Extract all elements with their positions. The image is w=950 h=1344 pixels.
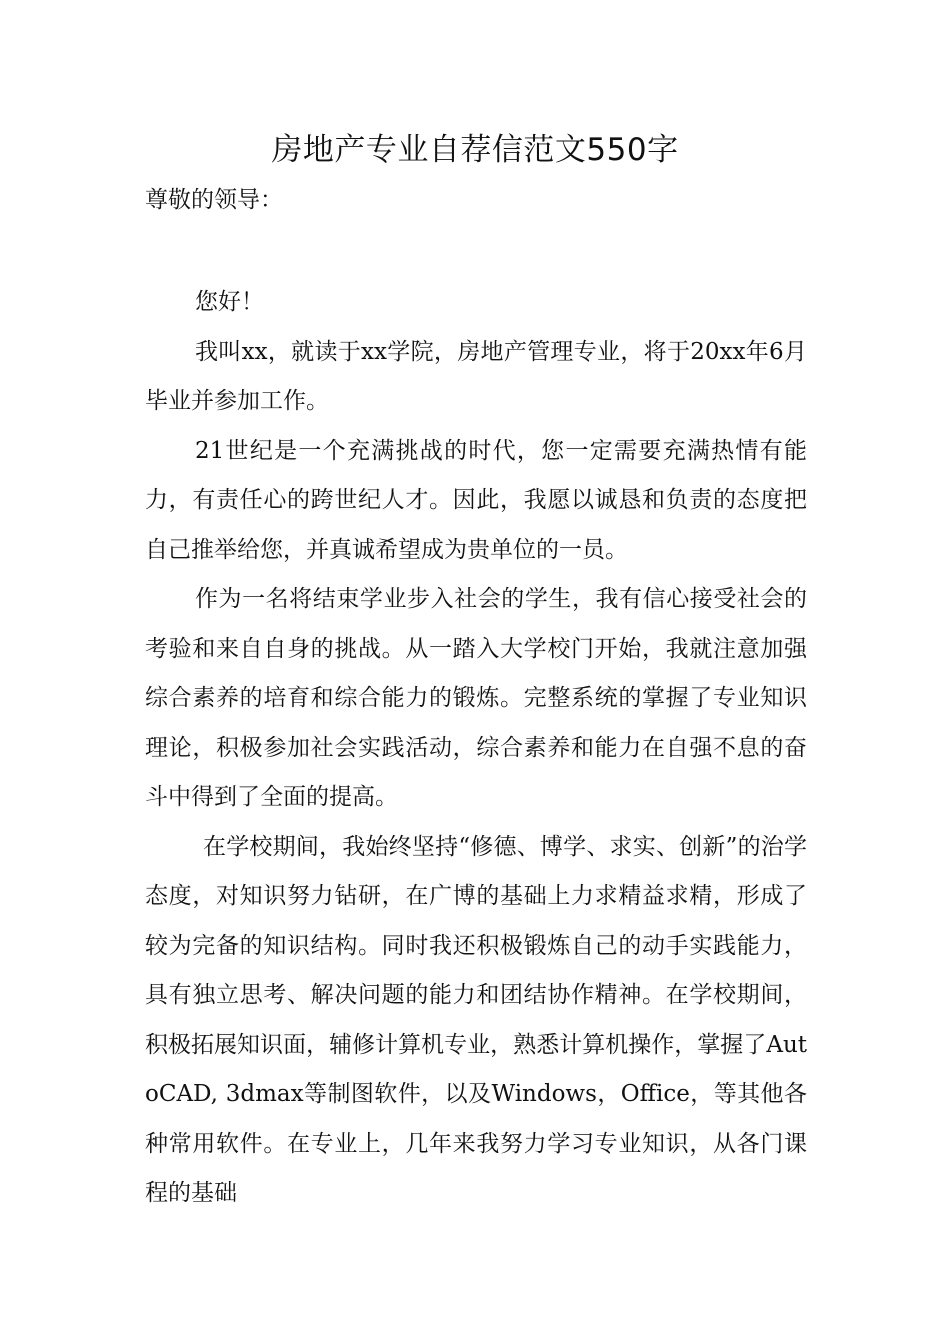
salutation: 尊敬的领导： [145, 187, 283, 213]
document-title: 房地产专业自荐信范文550字 [271, 132, 679, 168]
paragraph-confidence: 作为一名将结束学业步入社会的学生，我有信心接受社会的考验和来自自身的挑战。从一踏入大学校门开始，我就注意加强综合素养的培育和综合能力的锻炼。完整系统的掌握了专业知识理论，积极参加社会实践活动，综合素养和能力在自强不息的奋斗中得到了全面的提高。 [145, 586, 807, 810]
letter-body [145, 278, 807, 1219]
paragraph-school: 在学校期间，我始终坚持“修德、博学、求实、创新”的治学态度，对知识努力钻研，在广博的基础上力求精益求精，形成了较为完备的知识结构。同时我还积极锻炼自己的动手实践能力，具有独立思考、解决问题的能力和团结协作精神。在学校期间，积极拓展知识面，辅修计算机专业，熟悉计算机操作，掌握了AutoCAD, 3dmax等制图软件，以及Windows，Office，等其他各种常用软件。在专业上，几年来我努力学习专业知识，从各门课程的基础 [145, 833, 807, 1206]
paragraph-introduction: 我叫xx，就读于xx学院，房地产管理专业，将于20xx年6月毕业并参加工作。 [145, 338, 807, 414]
paragraph-greeting: 您好！ [195, 289, 264, 315]
paragraph-century: 21世纪是一个充满挑战的时代，您一定需要充满热情有能力，有责任心的跨世纪人才。因此，我愿以诚恳和负责的态度把自己推举给您，并真诚希望成为贵单位的一员。 [145, 437, 807, 563]
